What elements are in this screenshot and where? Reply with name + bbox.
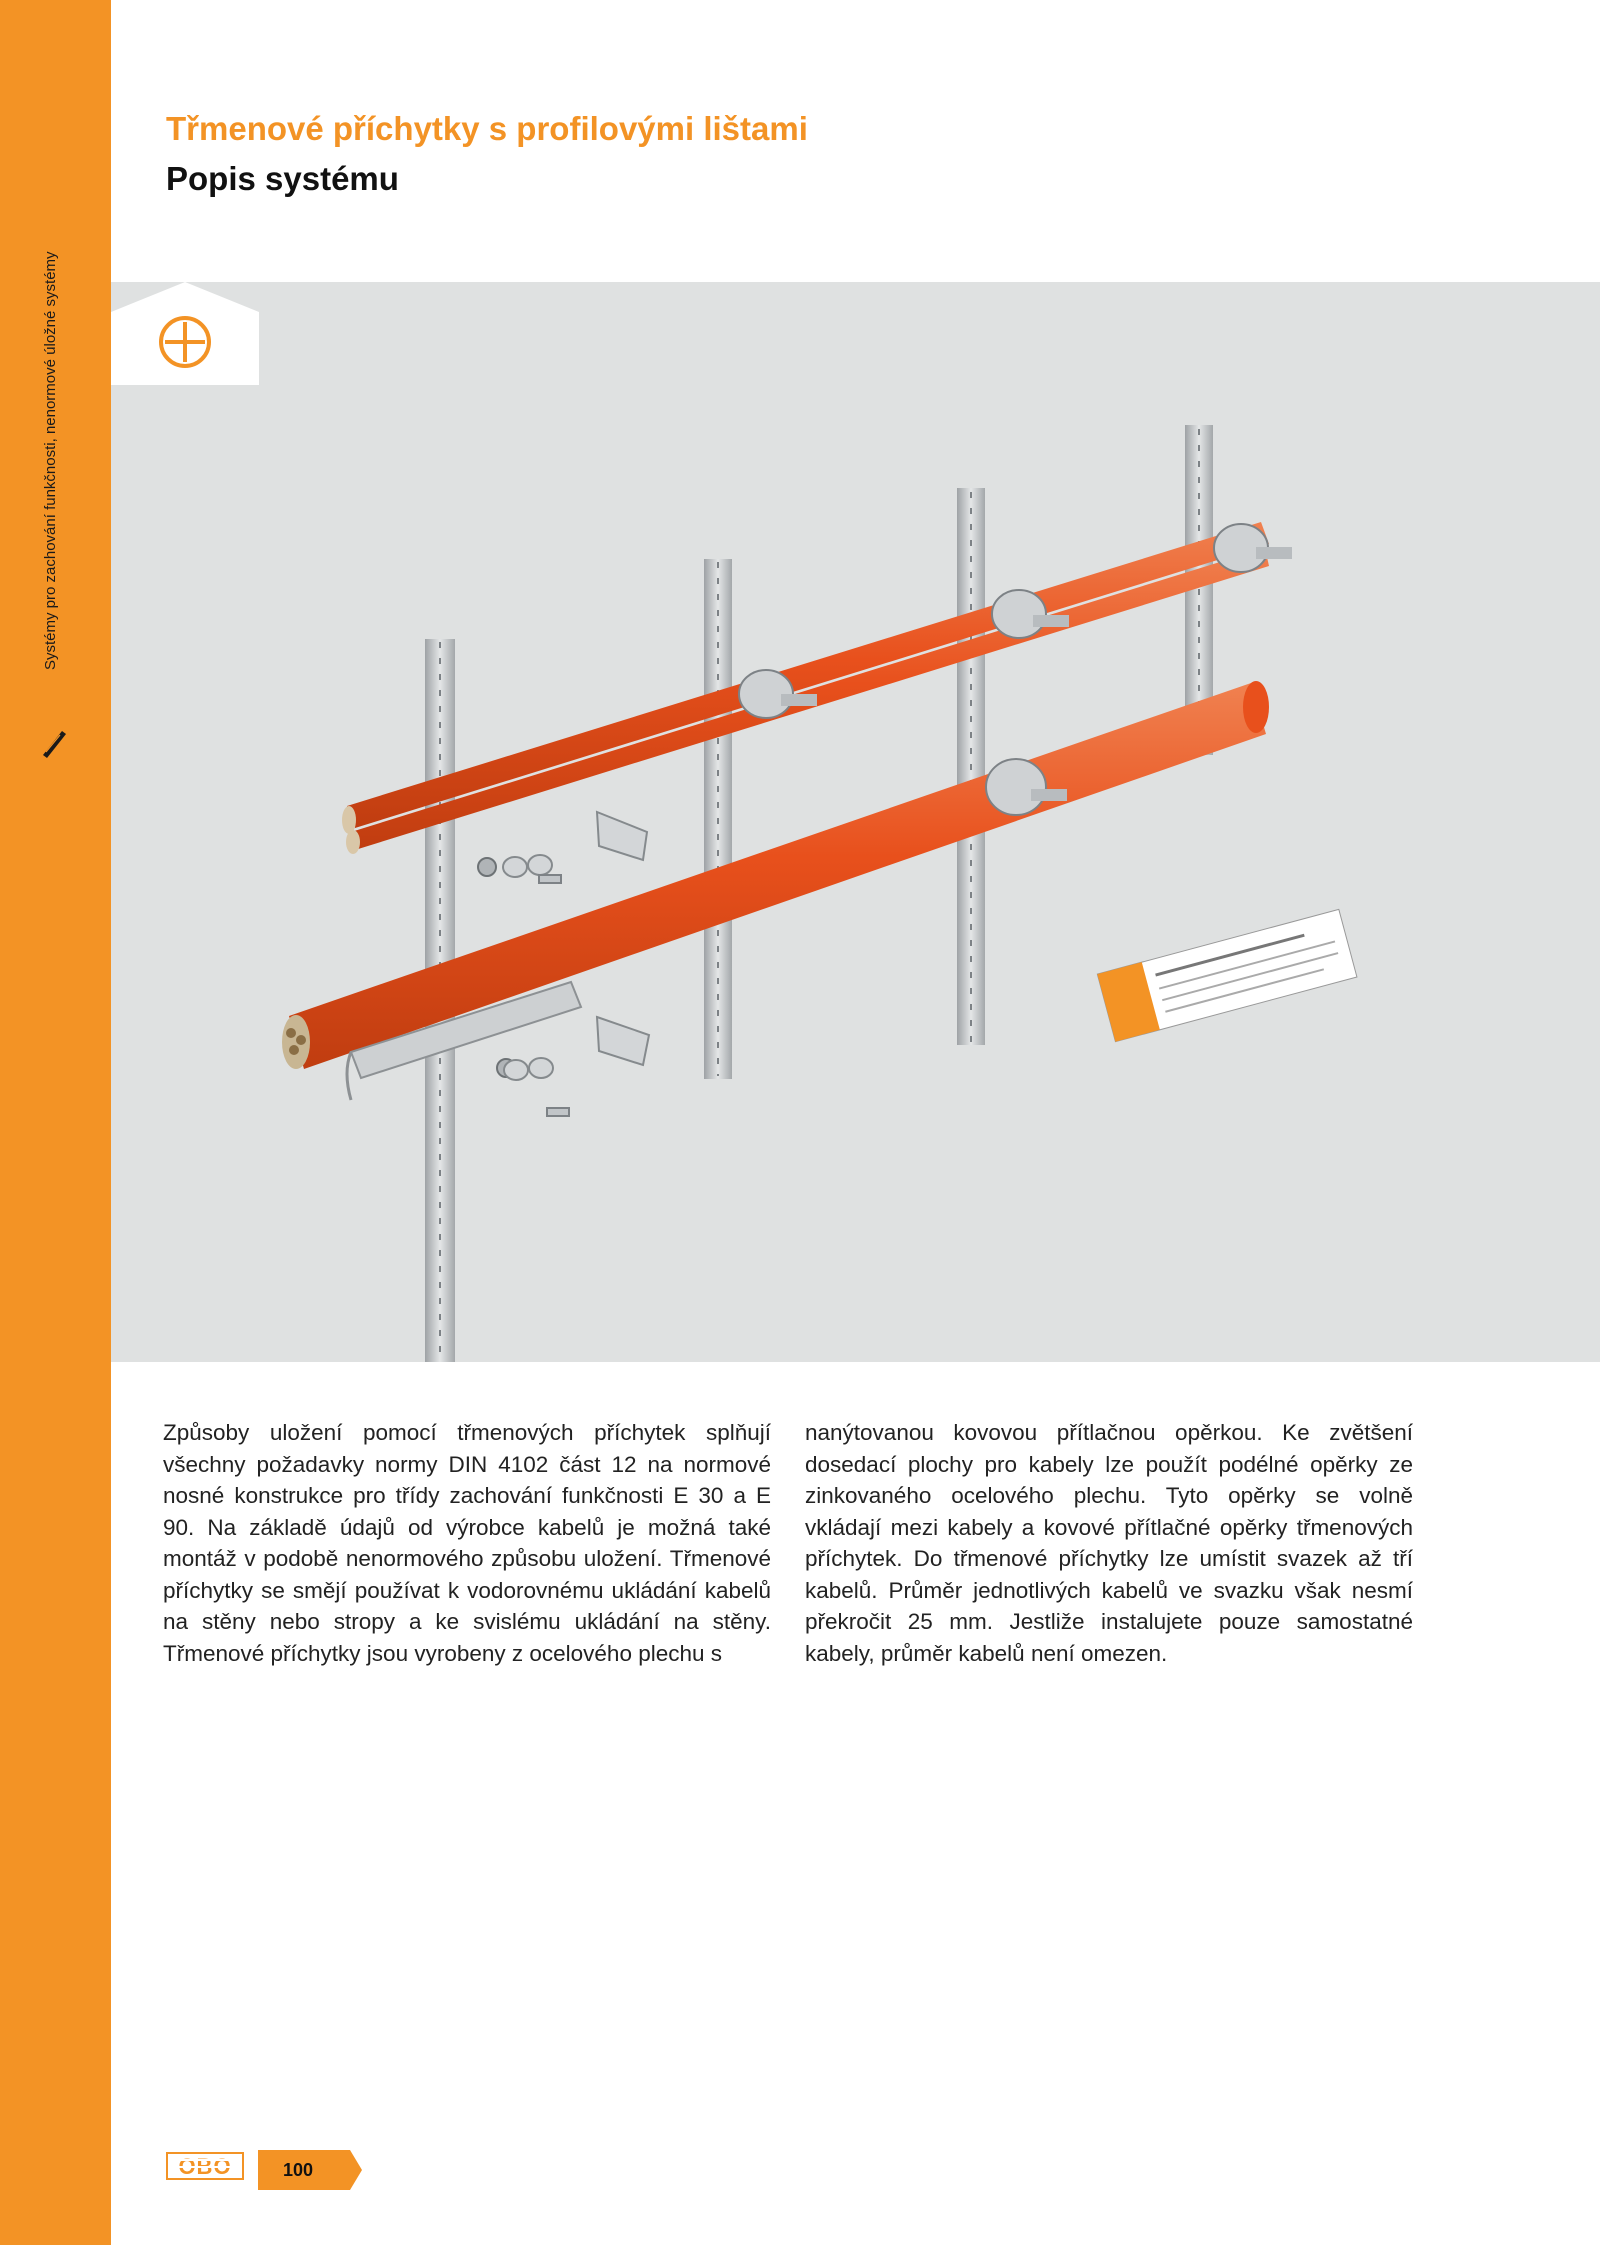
cable-clamp-system-drawing [111,282,1600,1362]
body-text-column-1: Způsoby uložení pomocí třmenových příchytek splňují všechny požadavky normy DIN 4102 část 12 na normové nosné konstrukce pro třídy zachování funkčnosti E 30 a E 90. Na základě údajů od výrobce kabelů je možná také montáž v podobě nenormového způsobu uložení. Třmenové příchytky se smějí používat k vodorovnému ukládání kabelů na stěny nebo stropy a ke svislému ukládání na stěny. Třmenové příchytky jsou vyrobeny z ocelového plechu s [163,1420,771,1666]
page-title: Třmenové příchytky s profilovými lištami [166,110,808,147]
sidebar-band [0,0,111,2245]
cable-upper [342,522,1269,854]
obo-logo [166,2152,244,2180]
plus-circle-icon [111,282,259,385]
body-text-column-2: nanýtovanou kovovou přítlačnou opěrkou. Ke zvětšení dosedací plochy pro kabely lze použít podélné opěrky ze zinkovaného ocelového plechu. Tyto opěrky se volně vkládají mezi kabely a kovové přítlačné opěrky třmenových příchytek. Do třmenové příchytky lze umístit svazek až tří kabelů. Průměr jednotlivých kabelů ve svazku však nesmí překročit 25 mm. Jestliže instalujete pouze samostatné kabely, průměr kabelů není omezen. [805,1420,1413,1666]
product-illustration [111,282,1600,1362]
page-number: 100 [283,2160,314,2180]
system-label [1097,909,1357,1041]
cable-bundle-icon [40,725,68,759]
profile-rail [704,559,732,1079]
sidebar-section-title: Systémy pro zachování funkčnosti, nenormové úložné systémy [42,251,59,670]
page-subtitle: Popis systému [166,160,399,197]
svg-text:OBO: OBO [178,2154,232,2179]
profile-rail [957,488,985,1045]
